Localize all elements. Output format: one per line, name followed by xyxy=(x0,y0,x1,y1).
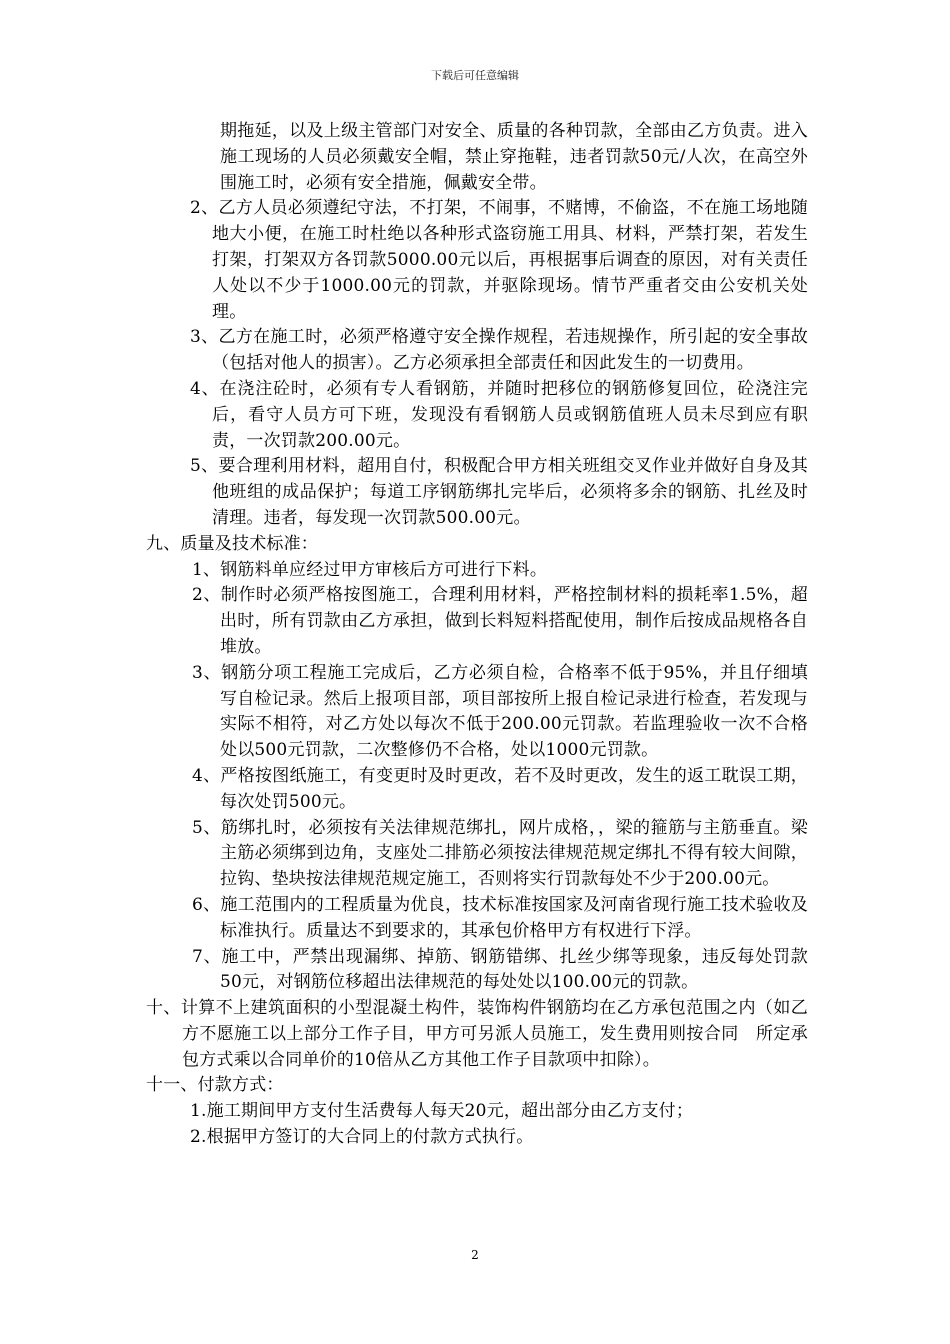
paragraph-safety-continuation: 期拖延，以及上级主管部门对安全、质量的各种罚款，全部由乙方负责。进入施工现场的人员必须戴安全帽，禁止穿拖鞋，违者罚款50元/人次，在高空外围施工时，必须有安全措施，佩戴安全带。 xyxy=(220,121,808,193)
quality-item-6: 6、施工范围内的工程质量为优良，技术标准按国家及河南省现行施工技术验收及标准执行。质量达不到要求的，其承包价格甲方有权进行下浮。 xyxy=(192,894,808,941)
section-ten-paragraph: 十、计算不上建筑面积的小型混凝土构件，装饰构件钢筋均在乙方承包范围之内（如乙方不愿施工以上部分工作子目，甲方可另派人员施工，发生费用则按合同 所定承包方式乘以合同单价的10倍从乙方其他工作子目款项中扣除）。 xyxy=(146,998,808,1070)
quality-item-3: 3、钢筋分项工程施工完成后，乙方必须自检，合格率不低于95%，并且仔细填写自检记录。然后上报项目部，项目部按所上报自检记录进行检查，若发现与实际不相符，对乙方处以每次不低于200.00元罚款。若监理验收一次不合格处以500元罚款，二次整修仍不合格，处以1000元罚款。 xyxy=(192,662,808,761)
quality-item-7: 7、施工中，严禁出现漏绑、掉筋、钢筋错绑、扎丝少绑等现象，违反每处罚款50元，对钢筋位移超出法律规范的每处处以100.00元的罚款。 xyxy=(192,946,808,993)
page-number: 2 xyxy=(471,1248,479,1262)
item-concrete-watch: 4、在浇注砼时，必须有专人看钢筋，并随时把移位的钢筋修复回位，砼浇注完后，看守人员方可下班，发现没有看钢筋人员或钢筋值班人员未尽到应有职责，一次罚款200.00元。 xyxy=(190,378,808,451)
quality-item-2: 2、制作时必须严格按图施工，合理利用材料，严格控制材料的损耗率1.5%，超出时，所有罚款由乙方承担，做到长料短料搭配使用，制作后按成品规格各自堆放。 xyxy=(192,585,808,657)
payment-item-1: 1.施工期间甲方支付生活费每人每天20元，超出部分由乙方支付； xyxy=(190,1101,694,1122)
quality-item-1: 1、钢筋料单应经过甲方审核后方可进行下料。 xyxy=(192,559,548,580)
section-heading-payment: 十一、付款方式： xyxy=(146,1075,284,1096)
item-materials-use: 5、要合理利用材料，超用自付，积极配合甲方相关班组交叉作业并做好自身及其他班组的成品保护；每道工序钢筋绑扎完毕后，必须将多余的钢筋、扎丝及时清理。违者，每发现一次罚款500.00元。 xyxy=(190,456,808,528)
item-discipline: 2、乙方人员必须遵纪守法，不打架，不闹事，不赌博，不偷盗，不在施工场地随地大小便，在施工时杜绝以各种形式盗窃施工用具、材料，严禁打架，若发生打架，打架双方各罚款5000.00元以后，再根据事后调查的原因，对有关责任人处以不少于1000.00元的罚款，并驱除现场。情节严重者交由公安机关处理。 xyxy=(190,198,808,322)
document-body xyxy=(0,119,950,1151)
section-heading-quality: 九、质量及技术标准： xyxy=(146,533,318,554)
item-safety-rules: 3、乙方在施工时，必须严格遵守安全操作规程，若违规操作，所引起的安全事故（包括对他人的损害）。乙方必须承担全部责任和因此发生的一切费用。 xyxy=(190,327,808,374)
quality-item-4: 4、严格按图纸施工，有变更时及时更改，若不及时更改，发生的返工耽误工期，每次处罚500元。 xyxy=(192,765,808,812)
quality-item-5: 5、筋绑扎时，必须按有关法律规范绑扎，网片成格，，梁的箍筋与主筋垂直。梁主筋必须绑到边角，支座处二排筋必须按法律规范规定绑扎不得有较大间隙，拉钩、垫块按法律规范规定施工，否则将实行罚款每处不少于200.00元。 xyxy=(192,817,808,890)
page-header: 下载后可任意编辑 xyxy=(431,69,519,82)
payment-item-2: 2.根据甲方签订的大合同上的付款方式执行。 xyxy=(190,1127,534,1148)
